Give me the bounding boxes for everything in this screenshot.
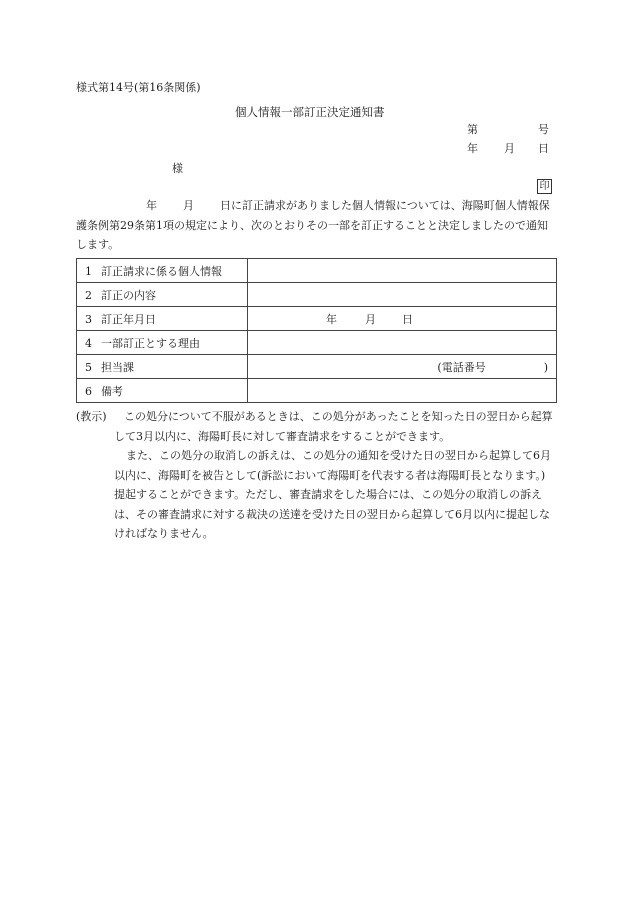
row-value — [248, 331, 557, 355]
body-day-text: 日に訂正請求がありました個人情報については、海陽町個人情報保護条例第29条第1項の規定により、次のとおりその一部を訂正することと決定しましたので通知します。 — [76, 199, 550, 251]
number-suffix: 号 — [538, 123, 549, 136]
issue-date-month: 月 — [504, 142, 515, 155]
row-label: 一部訂正とする理由 — [101, 336, 200, 350]
row-label: 訂正の内容 — [101, 288, 156, 302]
phone-number-value: (電話番号 ) — [248, 355, 557, 379]
notice-paragraph-1: この処分について不服があるときは、この処分があったことを知った日の翌日から起算して3月以内に、海陽町長に対して審査請求をすることができます。 — [114, 410, 553, 443]
row-value — [248, 379, 557, 403]
table-row: 5 担当課 (電話番号 ) — [77, 355, 557, 379]
issue-date-year: 年 — [467, 142, 478, 155]
addressee-honorific: 様 — [172, 162, 183, 175]
document-title: 個人情報一部訂正決定通知書 — [235, 105, 385, 119]
notice-label: (教示) — [76, 410, 107, 423]
row-label: 訂正請求に係る個人情報 — [101, 264, 222, 278]
appeal-notice — [76, 407, 556, 544]
correction-details-table — [76, 258, 557, 403]
table-row: 1 訂正請求に係る個人情報 — [77, 259, 557, 283]
seal-mark: 印 — [537, 179, 552, 194]
body-month: 月 — [183, 199, 194, 212]
row-label: 訂正年月日 — [101, 312, 156, 326]
table-row: 2 訂正の内容 — [77, 283, 557, 307]
row-value — [248, 283, 557, 307]
notification-body — [76, 196, 552, 255]
issue-date-day: 日 — [538, 142, 549, 155]
table-row: 3 訂正年月日 年 月 日 — [77, 307, 557, 331]
table-row: 6 備考 — [77, 379, 557, 403]
correction-date-value: 年 月 日 — [248, 307, 557, 331]
form-number: 様式第14号(第16条関係) — [76, 81, 201, 94]
row-value — [248, 259, 557, 283]
row-label: 担当課 — [101, 360, 134, 374]
row-label: 備考 — [101, 384, 123, 398]
number-prefix: 第 — [467, 123, 478, 136]
body-year: 年 — [146, 199, 157, 212]
notice-paragraph-2: また、この処分の取消しの訴えは、この処分の通知を受けた日の翌日から起算して6月以内に、海陽町を被告として(訴訟において海陽町を代表する者は海陽町長となります。)提起することができます。ただし、審査請求をした場合には、この処分の取消しの訴えは、その審査請求に対する裁決の送達を受けた日の翌日から起算して6月以内に提起しなければなりません。 — [114, 449, 551, 540]
table-row: 4 一部訂正とする理由 — [77, 331, 557, 355]
